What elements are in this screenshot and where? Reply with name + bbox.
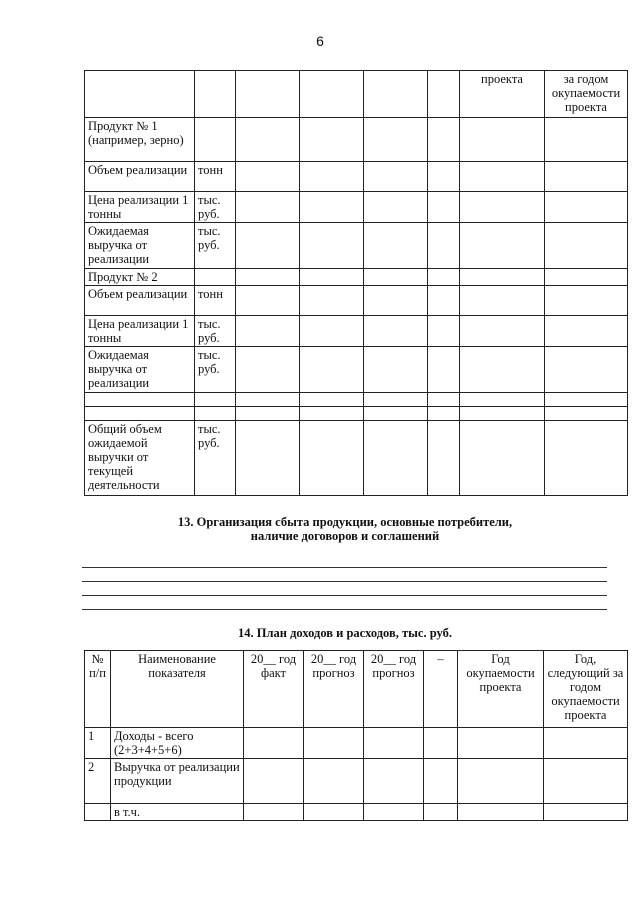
row-label: Продукт № 1 (например, зерно): [85, 118, 195, 162]
table-cell: [460, 347, 545, 393]
table-row: [85, 804, 628, 821]
table-cell: [300, 393, 364, 407]
header-year-forecast-1: 20__ год прогноз: [304, 651, 364, 728]
row-label: Цена реализации 1 тонны: [85, 316, 195, 347]
row-label: Объем реализации: [85, 162, 195, 192]
row-label: Объем реализации: [85, 286, 195, 316]
table-cell: [236, 71, 300, 118]
table-cell: [545, 347, 628, 393]
table-cell: [544, 728, 628, 759]
table-cell: [544, 804, 628, 821]
table-cell: [300, 347, 364, 393]
table-cell: [364, 162, 428, 192]
row-unit: тонн: [195, 162, 236, 192]
row-label: Ожидаемая выручка от реализации: [85, 223, 195, 269]
table-cell: [300, 269, 364, 286]
revenue-forecast-table: [84, 70, 628, 496]
table-cell: [300, 421, 364, 496]
table-cell: [545, 118, 628, 162]
table-cell: [428, 223, 460, 269]
table-cell: [85, 71, 195, 118]
table-cell: [195, 71, 236, 118]
row-label: Выручка от реализации продукции: [111, 759, 244, 804]
table-cell: [428, 421, 460, 496]
table-cell: [236, 316, 300, 347]
table-cell: [545, 192, 628, 223]
table-cell: [300, 192, 364, 223]
table-cell: [300, 286, 364, 316]
table-cell: [460, 393, 545, 407]
table-cell: [545, 162, 628, 192]
table-cell: [364, 286, 428, 316]
row-unit: [195, 393, 236, 407]
table-cell: [364, 316, 428, 347]
table-cell: [236, 162, 300, 192]
table-cell: [460, 162, 545, 192]
header-number: № п/п: [85, 651, 111, 728]
table-cell: [364, 269, 428, 286]
table-cell: [428, 286, 460, 316]
row-number: [85, 804, 111, 821]
row-label: Продукт № 2: [85, 269, 195, 286]
table-cell: [424, 759, 458, 804]
table-row: [85, 269, 628, 286]
table-cell: [236, 393, 300, 407]
row-number: 1: [85, 728, 111, 759]
row-unit: тыс. руб.: [195, 223, 236, 269]
table-cell: [364, 407, 428, 421]
table-cell: [364, 421, 428, 496]
table-cell: [300, 223, 364, 269]
table-cell: [304, 804, 364, 821]
table-cell: [428, 162, 460, 192]
table-cell: [236, 269, 300, 286]
table-cell: [424, 728, 458, 759]
table-cell: [236, 223, 300, 269]
table-cell: [236, 118, 300, 162]
table-cell: [460, 407, 545, 421]
table-cell: [364, 728, 424, 759]
table-row: [85, 759, 628, 804]
row-unit: тыс. руб.: [195, 421, 236, 496]
table-cell: [460, 269, 545, 286]
table-cell: [424, 804, 458, 821]
table-cell: [364, 223, 428, 269]
table-cell: [236, 407, 300, 421]
table-cell: [428, 192, 460, 223]
row-label: Цена реализации 1 тонны: [85, 192, 195, 223]
table-cell: [428, 393, 460, 407]
table-cell: [428, 71, 460, 118]
table-cell: [236, 421, 300, 496]
table-cell: [236, 347, 300, 393]
row-unit: [195, 118, 236, 162]
table-cell: [458, 804, 544, 821]
section-13-title-line-2: наличие договоров и соглашений: [250, 529, 440, 543]
table-cell: [428, 316, 460, 347]
section-14-title: 14. План доходов и расходов, тыс. руб.: [238, 626, 452, 640]
table-cell: [300, 162, 364, 192]
table-cell: [300, 71, 364, 118]
fill-line[interactable]: [82, 609, 607, 610]
table-row: [85, 347, 628, 393]
table-cell: [304, 728, 364, 759]
row-label: Доходы - всего (2+3+4+5+6): [111, 728, 244, 759]
table-cell: [244, 759, 304, 804]
page-number: 6: [316, 33, 324, 49]
table-cell: [364, 71, 428, 118]
row-number: 2: [85, 759, 111, 804]
table-cell: [364, 118, 428, 162]
row-unit: тыс. руб.: [195, 192, 236, 223]
header-year-forecast-2: 20__ год прогноз: [364, 651, 424, 728]
table-header-row: [85, 651, 628, 728]
header-indicator-name: Наименование показателя: [111, 651, 244, 728]
table-cell: [364, 192, 428, 223]
table-cell: [428, 269, 460, 286]
table-cell: [428, 118, 460, 162]
table-cell: [544, 759, 628, 804]
fill-line[interactable]: [82, 567, 607, 568]
table-cell: [300, 407, 364, 421]
table-cell: [364, 804, 424, 821]
table-cell: [545, 421, 628, 496]
table-cell: [545, 393, 628, 407]
table-cell: [364, 347, 428, 393]
row-unit: тыс. руб.: [195, 316, 236, 347]
header-year-after-payback: за годом окупаемости проекта: [545, 71, 628, 118]
row-unit: тыс. руб.: [195, 347, 236, 393]
section-13-heading: [80, 515, 610, 543]
table-row: [85, 192, 628, 223]
row-label: в т.ч.: [111, 804, 244, 821]
table-cell: [545, 223, 628, 269]
table-cell: [458, 728, 544, 759]
table-cell: [545, 407, 628, 421]
table-cell: [460, 192, 545, 223]
section-13-title-line-1: 13. Организация сбыта продукции, основные потребители,: [177, 515, 513, 529]
row-label: [85, 393, 195, 407]
table-cell: [460, 316, 545, 347]
row-unit: [195, 407, 236, 421]
row-unit: [195, 269, 236, 286]
fill-line[interactable]: [82, 595, 607, 596]
table-row: [85, 421, 628, 496]
table-cell: [300, 118, 364, 162]
table-row: [85, 223, 628, 269]
table-row: [85, 316, 628, 347]
header-payback-year: Год окупаемости проекта: [458, 651, 544, 728]
header-year-after-payback: Год, следующий за годом окупаемости проекта: [544, 651, 628, 728]
table-cell: [428, 407, 460, 421]
table-cell: [460, 118, 545, 162]
fill-line[interactable]: [82, 581, 607, 582]
table-cell: [364, 393, 428, 407]
table-cell: [304, 759, 364, 804]
table-cell: [236, 192, 300, 223]
header-year-fact: 20__ год факт: [244, 651, 304, 728]
table-row: [85, 407, 628, 421]
table-cell: [545, 269, 628, 286]
table-cell: [300, 316, 364, 347]
row-label: [85, 407, 195, 421]
row-label: Общий объем ожидаемой выручки от текущей деятельности: [85, 421, 195, 496]
table-cell: [244, 804, 304, 821]
table-row: [85, 393, 628, 407]
income-expense-plan-table: [84, 650, 628, 821]
row-unit: тонн: [195, 286, 236, 316]
table-cell: [244, 728, 304, 759]
table-row: [85, 118, 628, 162]
table-cell: [545, 316, 628, 347]
table-header-row: [85, 71, 628, 118]
row-label: Ожидаемая выручка от реализации: [85, 347, 195, 393]
table-row: [85, 162, 628, 192]
table-row: [85, 286, 628, 316]
table-cell: [545, 286, 628, 316]
header-payback-year: проекта: [460, 71, 545, 118]
table-cell: [364, 759, 424, 804]
header-dash: –: [424, 651, 458, 728]
table-row: [85, 728, 628, 759]
table-cell: [460, 286, 545, 316]
table-cell: [236, 286, 300, 316]
table-cell: [460, 421, 545, 496]
table-cell: [458, 759, 544, 804]
table-cell: [460, 223, 545, 269]
table-cell: [428, 347, 460, 393]
